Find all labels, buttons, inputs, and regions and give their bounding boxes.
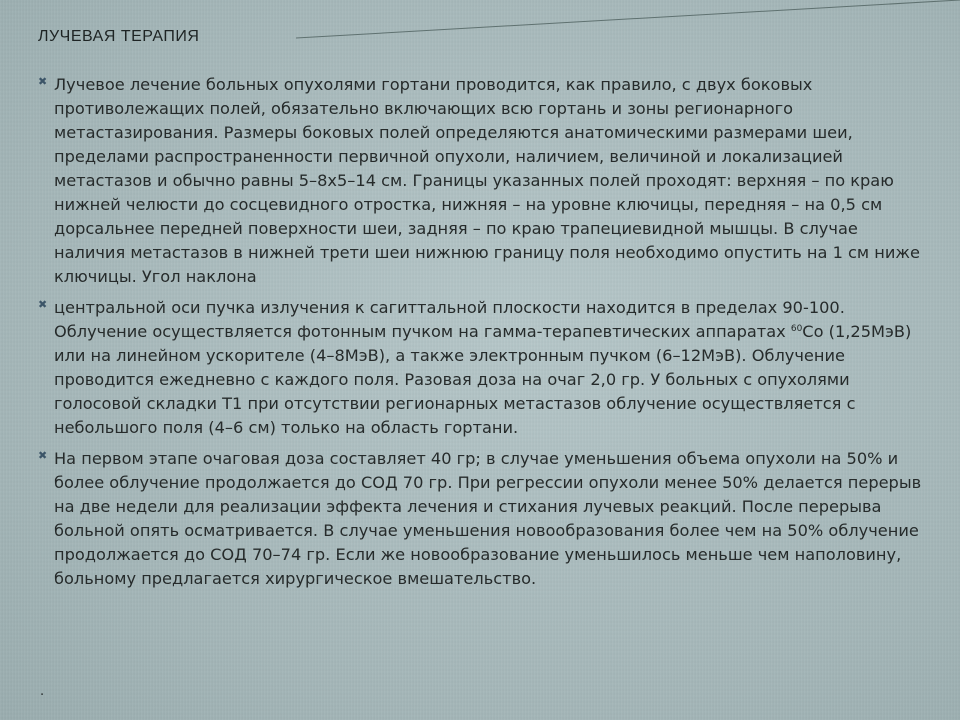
bullet-item-1 [38, 73, 930, 289]
bullet-x-icon: ✖ [38, 75, 48, 88]
bullet-x-icon: ✖ [38, 298, 48, 311]
slide-title: ЛУЧЕВАЯ ТЕРАПИЯ [38, 28, 200, 45]
title-divider-line [296, 0, 960, 40]
bullet-text: На первом этапе очаговая доза составляет 40 гр; в случае уменьшения объема опухоли на 50% и более облучение продолжается до СОД 70 гр. При регрессии опухоли менее 50% делается перерыв на две недели для реализации эффекта лечения и стихания лучевых реакций. После перерыва больной опять осматривается. В случае уменьшения новообразования более чем на 50% облучение продолжается до СОД 70–74 гр. Если же новообразование уменьшилось меньше чем наполовину, больному предлагается хирургическое вмешательство. [54, 449, 922, 588]
bullet-item-3 [38, 447, 930, 591]
isotope-mass-number: 60 [790, 324, 803, 334]
bullet-item-2 [38, 296, 930, 440]
bullet-list [38, 73, 930, 598]
trailing-dot: . [40, 684, 45, 699]
bullet-x-icon: ✖ [38, 449, 48, 462]
bullet-text-part: Co (1,25МэВ) или на линейном ускорителе (4–8МэВ), а также электронным пучком (6–12МэВ). Облучение проводится ежедневно с каждого поля. Разовая доза на очаг 2,0 гр. У больных с опухолями голосовой складки Т1 при отсутствии регионарных метастазов облучение осуществляется с небольшого поля (4–6 см) только на область гортани. [54, 322, 912, 437]
bullet-text [54, 296, 930, 440]
bullet-text: Лучевое лечение больных опухолями гортани проводится, как правило, с двух боковых противолежащих полей, обязательно включающих всю гортань и зоны регионарного метастазирования. Размеры боковых полей определяются анатомическими размерами шеи, пределами распространенности первичной опухоли, наличием, величиной и локализацией метастазов и обычно равны 5–8х5–14 см. Границы указанных полей проходят: верхняя – по краю нижней челюсти до сосцевидного отростка, нижняя – на уровне ключицы, передняя – на 0,5 см дорсальнее передней поверхности шеи, задняя – по краю трапециевидной мышцы. В случае наличия метастазов в нижней трети шеи нижнюю границу поля необходимо опустить на 1 см ниже ключицы. Угол наклона [54, 75, 920, 286]
bullet-text-part: центральной оси пучка излучения к сагиттальной плоскости находится в пределах 90-100. Облучение осуществляется фотонным пучком на гамма-терапевтических аппаратах [54, 298, 845, 341]
